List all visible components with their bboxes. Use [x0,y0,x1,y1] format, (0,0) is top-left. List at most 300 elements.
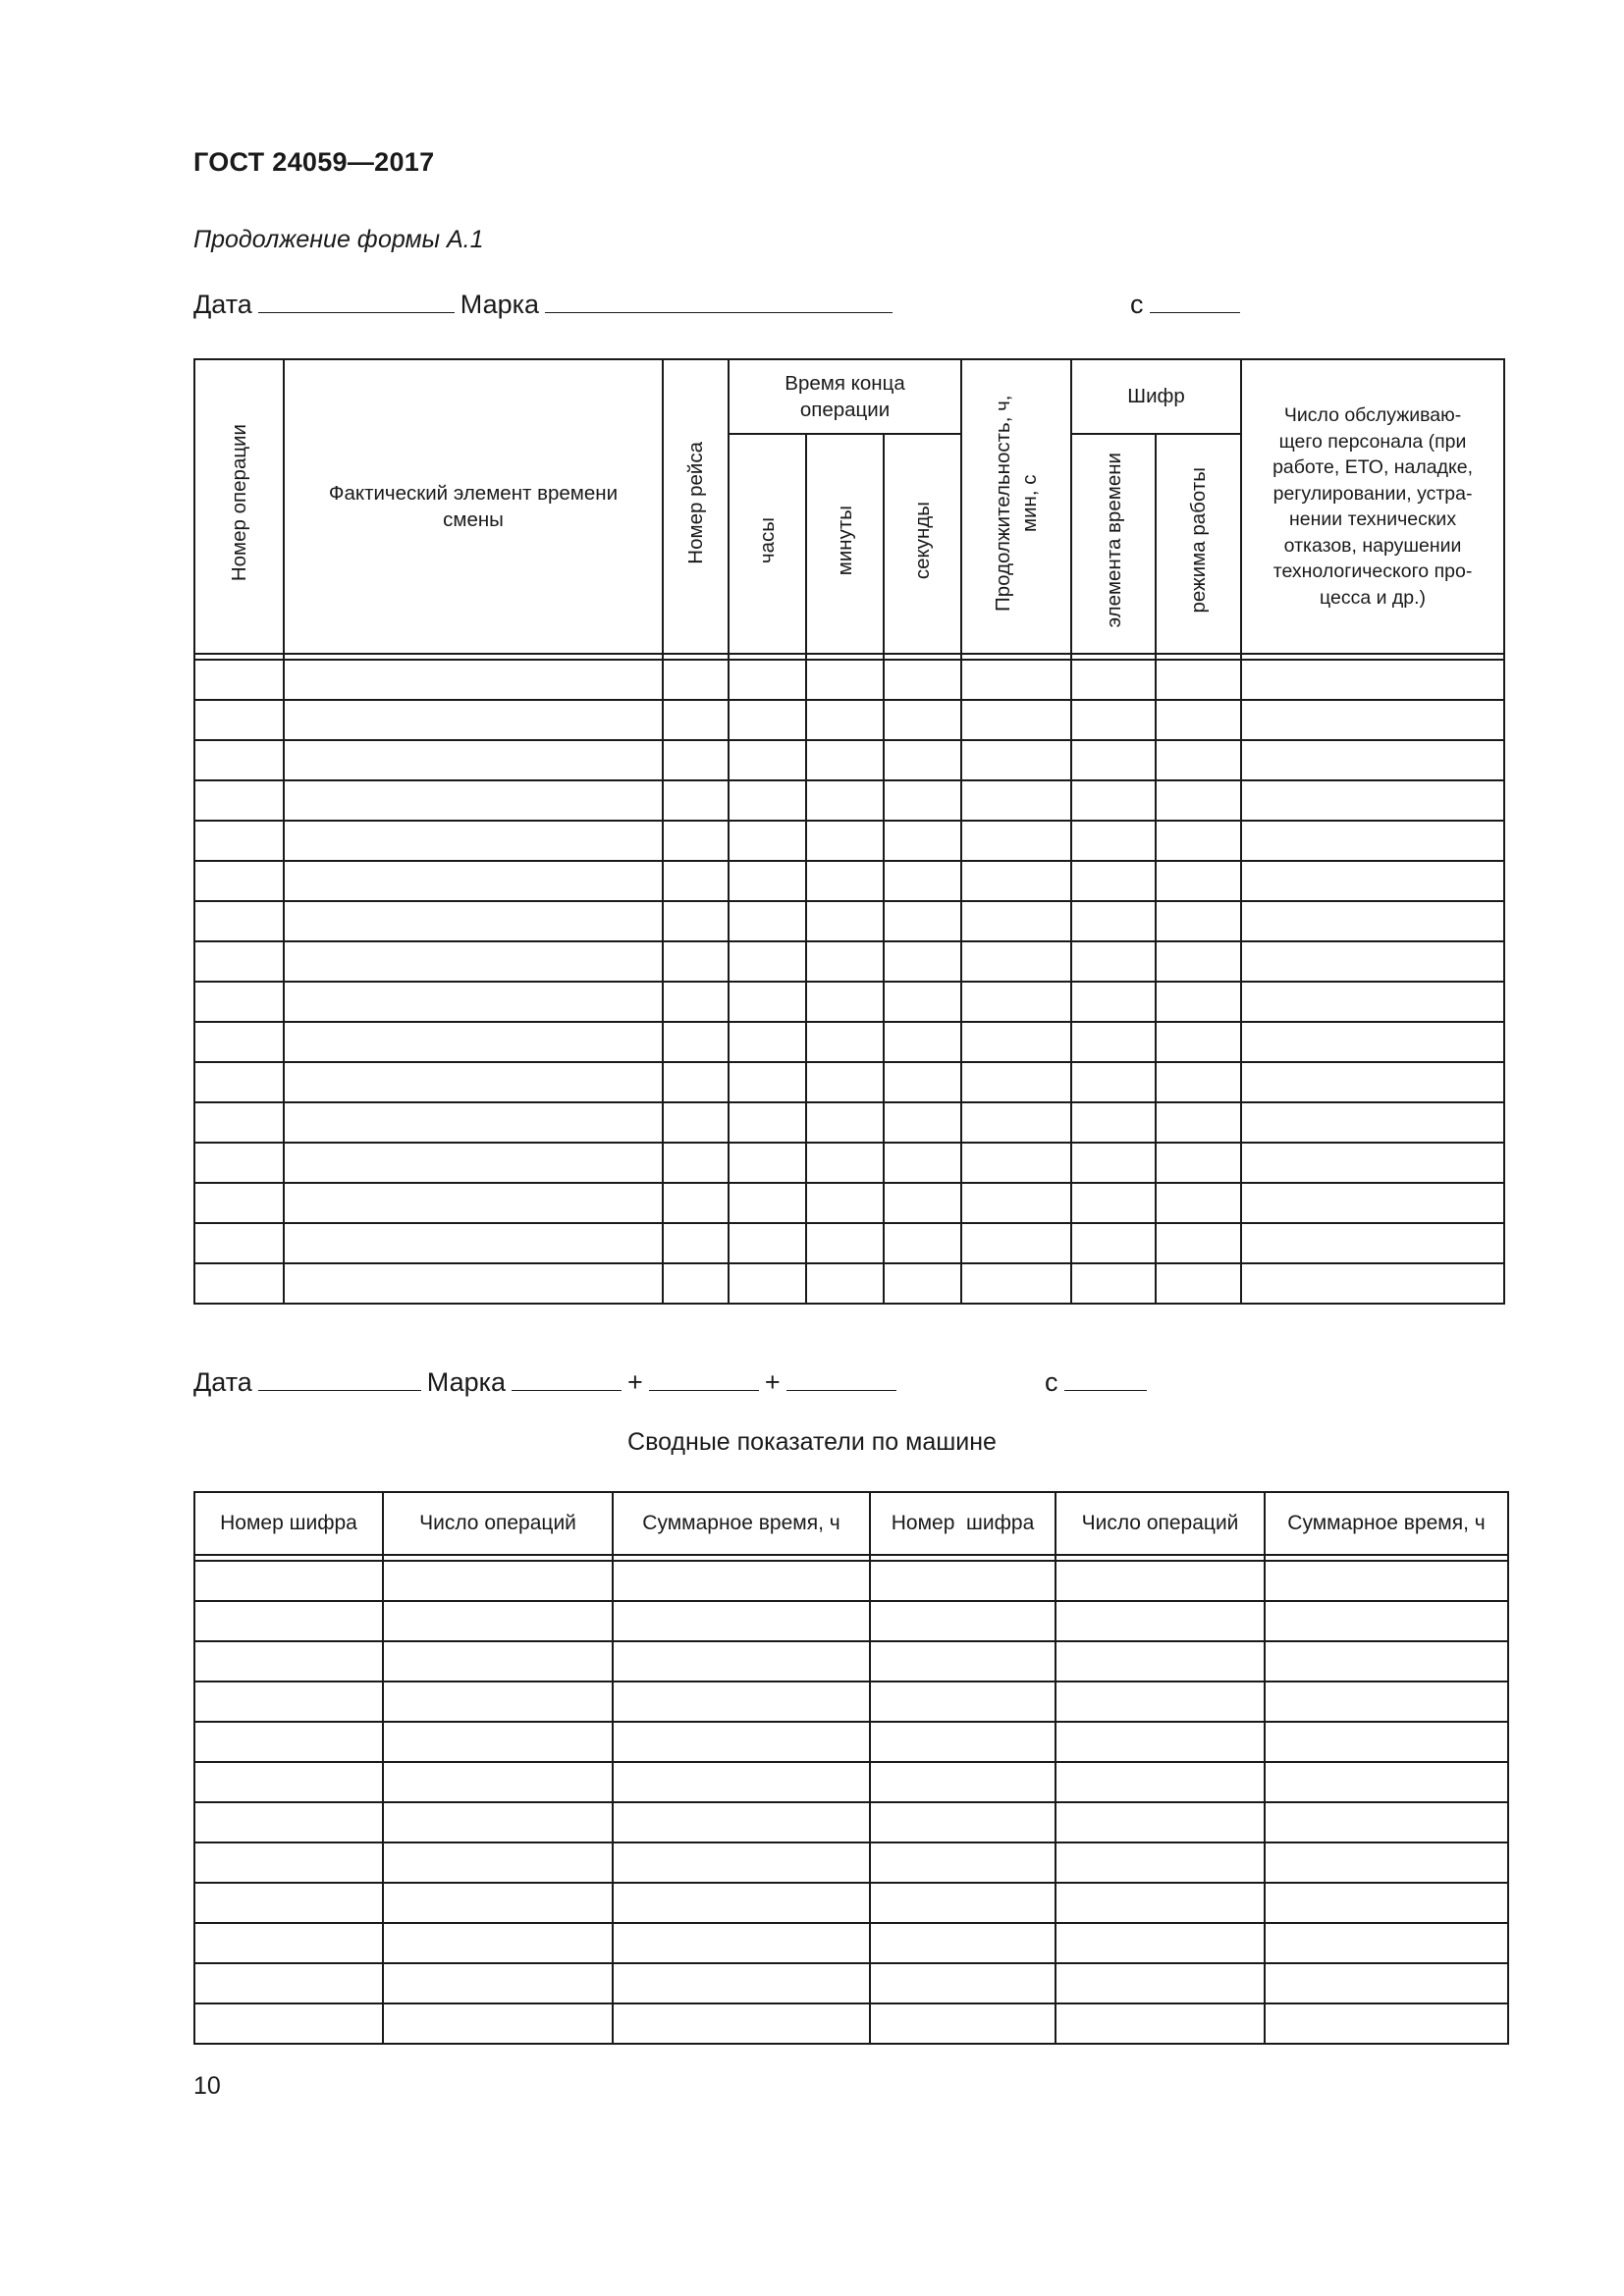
table-cell[interactable] [1156,1183,1241,1223]
table-cell[interactable] [383,1842,613,1883]
table-row [194,901,1504,941]
table-row [194,941,1504,982]
table-cell[interactable] [1071,1062,1156,1102]
table-cell[interactable] [870,1842,1056,1883]
table-cell[interactable] [284,861,663,901]
table-cell[interactable] [663,1223,729,1263]
table-cell[interactable] [1265,1682,1508,1722]
table-cell[interactable] [613,1923,870,1963]
table-cell[interactable] [806,1143,884,1183]
table-cell[interactable] [1265,1601,1508,1641]
table-cell[interactable] [729,982,806,1022]
table-row [194,700,1504,740]
table-cell[interactable] [1265,1802,1508,1842]
table-cell[interactable] [613,1842,870,1883]
table-cell[interactable] [1156,1102,1241,1143]
date-blank[interactable] [258,1366,421,1391]
c-label: с [1045,1367,1058,1397]
date-label: Дата [193,1367,252,1397]
table-cell[interactable] [1265,1762,1508,1802]
table-cell[interactable] [961,901,1071,941]
table-row [194,1762,1508,1802]
table-cell[interactable] [1156,1263,1241,1304]
table-cell[interactable] [729,1263,806,1304]
document-code: ГОСТ 24059—2017 [193,147,435,177]
table-row [194,1802,1508,1842]
table-cell[interactable] [284,1102,663,1143]
table-cell[interactable] [1241,660,1504,700]
table-cell[interactable] [961,1062,1071,1102]
table-cell[interactable] [961,660,1071,700]
brand-label: Марка [460,290,540,319]
table-row [194,1561,1508,1601]
summary-table [193,1491,1509,2045]
table-cell[interactable] [806,1183,884,1223]
table-cell[interactable] [1241,901,1504,941]
table-cell[interactable] [1265,1963,1508,2003]
table-cell[interactable] [194,821,284,861]
table-cell[interactable] [870,1963,1056,2003]
table-row [194,1143,1504,1183]
plus-sign: + [764,1367,781,1397]
table-cell[interactable] [194,1183,284,1223]
table-cell[interactable] [613,1641,870,1682]
table-cell[interactable] [1241,861,1504,901]
table-cell[interactable] [961,1022,1071,1062]
table-cell[interactable] [194,1223,284,1263]
table-cell[interactable] [383,1682,613,1722]
brand-label: Марка [426,1367,507,1397]
table-cell[interactable] [806,740,884,780]
table-cell[interactable] [663,740,729,780]
table-cell[interactable] [613,1561,870,1601]
table-cell[interactable] [194,1722,383,1762]
table-cell[interactable] [806,861,884,901]
table-cell[interactable] [1241,1102,1504,1143]
table-cell[interactable] [1071,1263,1156,1304]
table-cell[interactable] [194,660,284,700]
table-row [194,1682,1508,1722]
header-duration: Продолжительность, ч, мин, с [961,359,1071,654]
table-cell[interactable] [383,1722,613,1762]
table-cell[interactable] [1156,1062,1241,1102]
table-cell[interactable] [806,1223,884,1263]
table-cell[interactable] [1265,1641,1508,1682]
bottom-fill-line [193,1366,902,1398]
table-cell[interactable] [663,1102,729,1143]
brand-blank-3[interactable] [786,1366,896,1391]
table-cell[interactable] [806,1022,884,1062]
table-cell[interactable] [1241,982,1504,1022]
table-cell[interactable] [1071,861,1156,901]
table-row [194,1722,1508,1762]
table-cell[interactable] [284,1223,663,1263]
table-cell[interactable] [1056,1601,1265,1641]
table-row [194,821,1504,861]
table-cell[interactable] [284,780,663,821]
table-cell[interactable] [729,861,806,901]
table-cell[interactable] [1056,2003,1265,2044]
table-cell[interactable] [194,1102,284,1143]
table-row [194,1062,1504,1102]
table-cell[interactable] [884,1223,961,1263]
table-cell[interactable] [729,1102,806,1143]
table-cell[interactable] [806,1062,884,1102]
table-row [194,1601,1508,1641]
table-cell[interactable] [194,901,284,941]
c-blank[interactable] [1150,289,1240,313]
table-cell[interactable] [1241,700,1504,740]
table-cell[interactable] [729,740,806,780]
table-cell[interactable] [1156,821,1241,861]
date-blank[interactable] [258,289,455,313]
table-row [194,1641,1508,1682]
table-cell[interactable] [961,700,1071,740]
table-cell[interactable] [806,982,884,1022]
table-cell[interactable] [1056,1722,1265,1762]
table-cell[interactable] [961,1263,1071,1304]
table-cell[interactable] [884,901,961,941]
table-cell[interactable] [613,1682,870,1722]
table-cell[interactable] [663,1263,729,1304]
table-cell[interactable] [1071,941,1156,982]
table-cell[interactable] [194,1883,383,1923]
summary-header-total-time: Суммарное время, ч [613,1492,870,1555]
table-cell[interactable] [961,1183,1071,1223]
table-cell[interactable] [284,1183,663,1223]
table-cell[interactable] [729,821,806,861]
table-cell[interactable] [663,1183,729,1223]
table-cell[interactable] [194,1601,383,1641]
header-hours: часы [729,434,806,655]
table-cell[interactable] [806,700,884,740]
table-cell[interactable] [884,941,961,982]
table-cell[interactable] [613,1722,870,1762]
table-cell[interactable] [1265,1561,1508,1601]
table-cell[interactable] [870,1682,1056,1722]
header-time-element: элемента времени [1071,434,1156,655]
table-cell[interactable] [194,1923,383,1963]
table-cell[interactable] [1156,861,1241,901]
table-cell[interactable] [1156,1143,1241,1183]
table-row [194,2003,1508,2044]
table-cell[interactable] [284,1263,663,1304]
table-cell[interactable] [194,1963,383,2003]
table-cell[interactable] [1071,660,1156,700]
table-cell[interactable] [884,780,961,821]
table-cell[interactable] [194,1641,383,1682]
table-cell[interactable] [194,1022,284,1062]
table-cell[interactable] [194,861,284,901]
table-cell[interactable] [194,1263,284,1304]
table-cell[interactable] [729,1143,806,1183]
table-cell[interactable] [870,1923,1056,1963]
summary-header-operation-count: Число операций [383,1492,613,1555]
table-row [194,1102,1504,1143]
header-staff-count: Число обслуживаю- щего персонала (при работе, ЕТО, наладке, регулировании, устра- нении технических отказов, нарушении технологического про- цесса и др.) [1241,359,1504,654]
table-cell[interactable] [194,1762,383,1802]
table-row [194,1842,1508,1883]
table-cell[interactable] [961,941,1071,982]
table-cell[interactable] [194,1062,284,1102]
table-cell[interactable] [613,1601,870,1641]
table-cell[interactable] [1241,1223,1504,1263]
table-cell[interactable] [1156,700,1241,740]
table-cell[interactable] [284,901,663,941]
table-cell[interactable] [870,1561,1056,1601]
table-cell[interactable] [613,1802,870,1842]
table-cell[interactable] [383,1561,613,1601]
table-cell[interactable] [1056,1963,1265,2003]
summary-table-body [194,1561,1508,2044]
table-cell[interactable] [613,2003,870,2044]
table-cell[interactable] [284,740,663,780]
table-cell[interactable] [806,1263,884,1304]
summary-header-code-number: Номер шифра [194,1492,383,1555]
table-cell[interactable] [194,1842,383,1883]
table-cell[interactable] [194,780,284,821]
top-fill-line [193,289,898,320]
table-cell[interactable] [806,780,884,821]
header-minutes: минуты [806,434,884,655]
table-cell[interactable] [284,941,663,982]
table-cell[interactable] [383,1802,613,1842]
table-cell[interactable] [1265,1883,1508,1923]
table-row [194,780,1504,821]
table-cell[interactable] [663,1062,729,1102]
table-cell[interactable] [884,660,961,700]
table-cell[interactable] [194,1802,383,1842]
bottom-c-field [1045,1366,1153,1398]
table-cell[interactable] [1241,1062,1504,1102]
table-cell[interactable] [729,660,806,700]
table-cell[interactable] [1156,1022,1241,1062]
table-cell[interactable] [1265,1842,1508,1883]
table-cell[interactable] [194,941,284,982]
table-cell[interactable] [194,982,284,1022]
table-cell[interactable] [806,1102,884,1143]
table-cell[interactable] [663,821,729,861]
table-row [194,1963,1508,2003]
table-cell[interactable] [1071,1223,1156,1263]
table-cell[interactable] [729,780,806,821]
page-number: 10 [193,2072,221,2100]
table-cell[interactable] [383,1883,613,1923]
table-cell[interactable] [284,700,663,740]
table-cell[interactable] [383,1762,613,1802]
table-cell[interactable] [663,901,729,941]
table-cell[interactable] [284,1062,663,1102]
table-cell[interactable] [884,740,961,780]
table-cell[interactable] [194,1561,383,1601]
table-cell[interactable] [383,1601,613,1641]
table-cell[interactable] [663,1022,729,1062]
table-cell[interactable] [1071,740,1156,780]
table-cell[interactable] [806,941,884,982]
table-cell[interactable] [194,740,284,780]
table-cell[interactable] [1056,1762,1265,1802]
table-row [194,660,1504,700]
table-cell[interactable] [194,2003,383,2044]
header-trip-number: Номер рейса [663,359,729,654]
table-cell[interactable] [961,1102,1071,1143]
table-cell[interactable] [613,1762,870,1802]
table-row [194,982,1504,1022]
table-cell[interactable] [1056,1641,1265,1682]
table-cell[interactable] [1241,740,1504,780]
table-row [194,740,1504,780]
table-cell[interactable] [1241,780,1504,821]
table-cell[interactable] [870,1762,1056,1802]
table-cell[interactable] [663,982,729,1022]
table-cell[interactable] [663,941,729,982]
table-cell[interactable] [1056,1923,1265,1963]
table-cell[interactable] [383,1963,613,2003]
table-cell[interactable] [1056,1802,1265,1842]
date-label: Дата [193,290,252,319]
header-actual-element: Фактический элемент времени смены [284,359,663,654]
table-cell[interactable] [1071,1143,1156,1183]
table-cell[interactable] [1156,1223,1241,1263]
table-cell[interactable] [870,1601,1056,1641]
table-cell[interactable] [806,901,884,941]
form-caption: Продолжение формы А.1 [193,226,484,253]
summary-header-total-time: Суммарное время, ч [1265,1492,1508,1555]
table-cell[interactable] [870,1883,1056,1923]
table-cell[interactable] [383,1641,613,1682]
table-row [194,1022,1504,1062]
main-table-body [194,660,1504,1304]
table-cell[interactable] [961,982,1071,1022]
table-cell[interactable] [729,1062,806,1102]
table-cell[interactable] [194,700,284,740]
table-cell[interactable] [1056,1682,1265,1722]
table-cell[interactable] [961,861,1071,901]
table-cell[interactable] [284,982,663,1022]
brand-blank[interactable] [545,289,893,313]
table-cell[interactable] [729,901,806,941]
table-cell[interactable] [884,1183,961,1223]
header-operation-number: Номер операции [194,359,284,654]
c-label: с [1130,290,1144,319]
table-cell[interactable] [884,982,961,1022]
brand-blank-1[interactable] [512,1366,622,1391]
table-cell[interactable] [870,1802,1056,1842]
table-cell[interactable] [1156,660,1241,700]
table-cell[interactable] [884,861,961,901]
table-cell[interactable] [1071,821,1156,861]
table-cell[interactable] [284,1143,663,1183]
table-cell[interactable] [729,1183,806,1223]
table-cell[interactable] [1265,1722,1508,1762]
summary-title: Сводные показатели по машине [627,1428,997,1456]
brand-blank-2[interactable] [649,1366,759,1391]
table-cell[interactable] [961,780,1071,821]
table-cell[interactable] [1056,1561,1265,1601]
table-cell[interactable] [884,821,961,861]
table-cell[interactable] [613,1963,870,2003]
table-cell[interactable] [806,660,884,700]
table-cell[interactable] [806,821,884,861]
table-cell[interactable] [1156,982,1241,1022]
table-cell[interactable] [961,1143,1071,1183]
table-cell[interactable] [284,1022,663,1062]
table-cell[interactable] [1265,2003,1508,2044]
table-cell[interactable] [1156,740,1241,780]
table-cell[interactable] [1071,1022,1156,1062]
table-cell[interactable] [884,700,961,740]
table-cell[interactable] [284,660,663,700]
table-cell[interactable] [884,1143,961,1183]
main-form-table [193,358,1505,1305]
table-cell[interactable] [1056,1883,1265,1923]
table-cell[interactable] [870,1641,1056,1682]
table-cell[interactable] [1071,700,1156,740]
table-cell[interactable] [1156,780,1241,821]
table-cell[interactable] [884,1062,961,1102]
table-cell[interactable] [383,1923,613,1963]
table-cell[interactable] [663,780,729,821]
table-cell[interactable] [383,2003,613,2044]
table-cell[interactable] [870,2003,1056,2044]
table-cell[interactable] [729,941,806,982]
table-cell[interactable] [961,821,1071,861]
summary-header-operation-count: Число операций [1056,1492,1265,1555]
table-cell[interactable] [663,660,729,700]
table-row [194,1223,1504,1263]
table-cell[interactable] [1071,901,1156,941]
header-code-group: Шифр [1071,359,1241,434]
table-cell[interactable] [1156,901,1241,941]
top-c-field [1130,289,1246,320]
table-cell[interactable] [663,1143,729,1183]
table-cell[interactable] [1071,1102,1156,1143]
table-cell[interactable] [1071,982,1156,1022]
table-cell[interactable] [1241,941,1504,982]
table-cell[interactable] [1071,1183,1156,1223]
table-cell[interactable] [284,821,663,861]
table-cell[interactable] [613,1883,870,1923]
table-cell[interactable] [1056,1842,1265,1883]
table-cell[interactable] [1241,821,1504,861]
table-cell[interactable] [194,1682,383,1722]
table-cell[interactable] [884,1022,961,1062]
table-cell[interactable] [729,1022,806,1062]
table-cell[interactable] [1241,1263,1504,1304]
table-row [194,1183,1504,1223]
table-cell[interactable] [1241,1143,1504,1183]
table-cell[interactable] [870,1722,1056,1762]
table-cell[interactable] [1265,1923,1508,1963]
summary-header-code-number: Номер шифра [870,1492,1056,1555]
table-cell[interactable] [1241,1183,1504,1223]
table-cell[interactable] [663,700,729,740]
c-blank[interactable] [1064,1366,1147,1391]
table-cell[interactable] [884,1102,961,1143]
table-cell[interactable] [729,1223,806,1263]
header-work-mode: режима работы [1156,434,1241,655]
table-cell[interactable] [1156,941,1241,982]
table-cell[interactable] [1071,780,1156,821]
table-cell[interactable] [961,740,1071,780]
table-cell[interactable] [194,1143,284,1183]
table-cell[interactable] [961,1223,1071,1263]
header-end-time-group: Время конца операции [729,359,961,434]
table-cell[interactable] [729,700,806,740]
table-cell[interactable] [1241,1022,1504,1062]
table-cell[interactable] [663,861,729,901]
table-cell[interactable] [884,1263,961,1304]
